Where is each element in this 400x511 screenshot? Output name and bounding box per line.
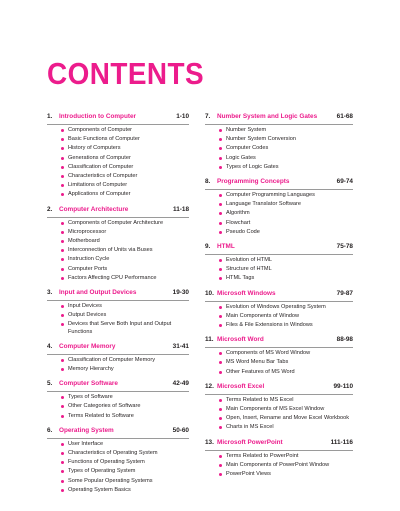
bullet-icon xyxy=(61,277,64,280)
topic-label: Generations of Computer xyxy=(68,154,131,161)
chapter-pages: 1-10 xyxy=(176,113,189,120)
bullet-icon xyxy=(219,277,222,280)
chapter-number: 13. xyxy=(205,438,214,446)
chapter-pages: 79-87 xyxy=(336,289,353,297)
topic-label: Input Devices xyxy=(68,303,102,310)
chapter-entry xyxy=(205,242,353,284)
topic-item xyxy=(61,163,189,172)
topic-label: Algorithm xyxy=(226,210,250,217)
bullet-icon xyxy=(61,323,64,326)
chapter-heading[interactable] xyxy=(47,426,189,439)
topic-list xyxy=(47,218,189,283)
contents-column-left xyxy=(47,112,189,500)
topic-label: Applications of Computer xyxy=(68,191,131,198)
topic-label: Open, Insert, Rename and Move Excel Workbook xyxy=(226,415,350,422)
bullet-icon xyxy=(219,212,222,215)
topic-label: Output Devices xyxy=(68,312,107,319)
topic-item xyxy=(219,154,353,163)
topic-label: Types of Logic Gates xyxy=(226,163,279,170)
topic-item xyxy=(219,321,353,330)
page-title: CONTENTS xyxy=(47,56,205,91)
topic-label: Devices that Serve Both Input and Output Functions xyxy=(68,321,172,335)
topic-item xyxy=(61,246,189,255)
topic-item xyxy=(61,402,189,411)
topic-item xyxy=(61,237,189,246)
chapter-entry xyxy=(205,382,353,433)
bullet-icon xyxy=(61,193,64,196)
topic-item xyxy=(61,356,189,365)
topic-item xyxy=(219,312,353,321)
chapter-heading[interactable] xyxy=(47,379,189,392)
chapter-title: Computer Memory xyxy=(59,342,116,350)
topic-item xyxy=(61,255,189,264)
bullet-icon xyxy=(219,361,222,364)
bullet-icon xyxy=(219,399,222,402)
topic-label: Files & File Extensions in Windows xyxy=(226,322,313,329)
chapter-heading[interactable] xyxy=(47,112,189,125)
topic-item xyxy=(61,393,189,402)
bullet-icon xyxy=(61,258,64,261)
bullet-icon xyxy=(61,175,64,178)
topic-label: Basic Functions of Computer xyxy=(68,136,140,143)
topic-item xyxy=(219,228,353,237)
topic-item xyxy=(61,302,189,311)
bullet-icon xyxy=(219,371,222,374)
chapter-number: 6. xyxy=(47,426,53,434)
chapter-entry xyxy=(47,379,189,421)
bullet-icon xyxy=(61,489,64,492)
topic-label: Components of Computer xyxy=(68,127,133,133)
topic-item xyxy=(61,228,189,237)
topic-item xyxy=(219,423,353,432)
bullet-icon xyxy=(219,222,222,225)
topic-item xyxy=(61,190,189,199)
topic-label: User Interface xyxy=(68,440,104,447)
topic-item xyxy=(61,311,189,320)
bullet-icon xyxy=(219,473,222,476)
topic-list xyxy=(205,302,353,331)
bullet-icon xyxy=(61,268,64,271)
topic-item xyxy=(61,154,189,163)
topic-label: Terms Related to PowerPoint xyxy=(226,452,299,459)
topic-item xyxy=(61,144,189,153)
bullet-icon xyxy=(219,157,222,160)
topic-label: Operating System Basics xyxy=(68,486,131,493)
topic-item xyxy=(219,126,353,135)
topic-label: Classification of Computer Memory xyxy=(68,356,156,363)
topic-list xyxy=(205,395,353,433)
topic-list xyxy=(47,355,189,374)
bullet-icon xyxy=(61,415,64,418)
topic-label: Components of MS Word Window xyxy=(226,350,311,357)
topic-label: Language Translator Software xyxy=(226,201,301,208)
topic-item xyxy=(61,126,189,135)
topic-label: Pseudo Code xyxy=(226,228,260,235)
bullet-icon xyxy=(61,470,64,473)
topic-item xyxy=(219,349,353,358)
chapter-title: Microsoft Word xyxy=(217,336,264,344)
chapter-pages: 11-18 xyxy=(173,205,189,213)
chapter-entry xyxy=(47,112,189,200)
chapter-entry xyxy=(205,177,353,237)
chapter-pages: 75-78 xyxy=(336,243,353,251)
topic-label: Components of Computer Architecture xyxy=(68,219,164,226)
topic-item xyxy=(219,358,353,367)
chapter-entry xyxy=(47,288,189,337)
topic-item xyxy=(61,412,189,421)
bullet-icon xyxy=(61,166,64,169)
bullet-icon xyxy=(61,129,64,132)
bullet-icon xyxy=(219,259,222,262)
bullet-icon xyxy=(61,184,64,187)
chapter-title: HTML xyxy=(217,243,235,251)
bullet-icon xyxy=(61,480,64,483)
topic-label: Computer Programming Languages xyxy=(226,192,315,199)
topic-label: Terms Related to MS Excel xyxy=(226,396,294,403)
topic-item xyxy=(219,396,353,405)
chapter-title: Introduction to Computer xyxy=(59,113,137,120)
chapter-pages: 111-116 xyxy=(330,438,353,446)
topic-label: Structure of HTML xyxy=(226,266,272,273)
chapter-title: Microsoft Windows xyxy=(217,289,276,297)
topic-label: Factors Affecting CPU Performance xyxy=(68,274,157,281)
bullet-icon xyxy=(219,352,222,355)
bullet-icon xyxy=(219,194,222,197)
chapter-heading[interactable] xyxy=(205,242,353,255)
topic-label: Main Components of MS Excel Window xyxy=(226,406,325,413)
topic-list xyxy=(205,451,353,480)
bullet-icon xyxy=(219,203,222,206)
chapter-heading[interactable] xyxy=(47,288,189,301)
topic-label: PowerPoint Views xyxy=(226,471,271,478)
topic-label: Number System xyxy=(226,127,267,133)
topic-label: Other Categories of Software xyxy=(68,403,141,410)
topic-label: Evolution of HTML xyxy=(226,257,273,264)
bullet-icon xyxy=(219,129,222,132)
chapter-number: 8. xyxy=(205,178,211,186)
bullet-icon xyxy=(61,222,64,225)
bullet-icon xyxy=(219,315,222,318)
chapter-entry xyxy=(205,112,353,172)
bullet-icon xyxy=(219,268,222,271)
bullet-icon xyxy=(219,464,222,467)
bullet-icon xyxy=(61,461,64,464)
topic-label: Characteristics of Operating System xyxy=(68,450,158,457)
topic-item xyxy=(61,181,189,190)
chapter-title: Computer Software xyxy=(59,380,118,388)
topic-item xyxy=(219,256,353,265)
bullet-icon xyxy=(61,405,64,408)
chapter-heading[interactable] xyxy=(47,205,189,218)
chapter-entry xyxy=(47,426,189,495)
topic-label: Charts in MS Excel xyxy=(226,424,274,431)
bullet-icon xyxy=(61,138,64,141)
chapter-pages: 61-68 xyxy=(336,113,353,120)
topic-item xyxy=(219,274,353,283)
topic-item xyxy=(219,414,353,423)
topic-item xyxy=(219,209,353,218)
chapter-title: Number System and Logic Gates xyxy=(217,113,318,120)
topic-label: Main Components of Window xyxy=(226,312,300,319)
topic-label: Memory Hierarchy xyxy=(68,366,114,373)
topic-item xyxy=(219,191,353,200)
topic-label: Logic Gates xyxy=(226,154,256,161)
topic-label: Computer Ports xyxy=(68,265,108,272)
chapter-entry xyxy=(205,289,353,331)
topic-item xyxy=(219,135,353,144)
topic-item xyxy=(61,320,189,336)
bullet-icon xyxy=(219,417,222,420)
chapter-number: 4. xyxy=(47,342,53,350)
chapter-heading[interactable] xyxy=(205,177,353,190)
topic-label: HTML Tags xyxy=(226,275,255,282)
topic-item xyxy=(219,200,353,209)
contents-column-right xyxy=(205,112,353,484)
topic-item xyxy=(219,163,353,172)
bullet-icon xyxy=(61,147,64,150)
chapter-heading[interactable] xyxy=(47,342,189,355)
bullet-icon xyxy=(61,157,64,160)
topic-list xyxy=(47,392,189,421)
bullet-icon xyxy=(219,166,222,169)
chapter-number: 3. xyxy=(47,289,53,297)
topic-label: Functions of Operating System xyxy=(68,459,145,466)
topic-item xyxy=(61,449,189,458)
topic-list xyxy=(47,439,189,495)
chapter-entry xyxy=(205,335,353,377)
chapter-pages: 50-60 xyxy=(172,426,189,434)
topic-item xyxy=(219,303,353,312)
topic-label: Terms Related to Software xyxy=(68,412,134,419)
chapter-entry xyxy=(47,342,189,374)
topic-item xyxy=(219,452,353,461)
chapter-title: Operating System xyxy=(59,426,114,434)
chapter-pages: 88-98 xyxy=(336,336,353,344)
topic-label: Limitations of Computer xyxy=(68,182,128,189)
chapter-title: Programming Concepts xyxy=(217,178,290,186)
topic-item xyxy=(61,477,189,486)
chapter-heading[interactable] xyxy=(205,289,353,302)
chapter-heading[interactable] xyxy=(205,438,353,451)
chapter-number: 7. xyxy=(205,113,211,120)
chapter-title: Input and Output Devices xyxy=(59,289,137,297)
chapter-pages: 99-110 xyxy=(333,382,353,390)
bullet-icon xyxy=(61,240,64,243)
chapter-number: 1. xyxy=(47,113,53,120)
topic-label: Instruction Cycle xyxy=(68,256,110,263)
chapter-title: Microsoft Excel xyxy=(217,382,265,390)
topic-label: Motherboard xyxy=(68,238,100,245)
topic-item xyxy=(61,467,189,476)
chapter-number: 5. xyxy=(47,380,53,388)
topic-item xyxy=(61,265,189,274)
chapter-pages: 19-30 xyxy=(172,289,189,297)
chapter-heading[interactable] xyxy=(205,382,353,395)
chapter-entry xyxy=(205,438,353,480)
topic-label: Types of Operating System xyxy=(68,468,136,475)
topic-item xyxy=(61,274,189,283)
bullet-icon xyxy=(219,426,222,429)
topic-item xyxy=(219,405,353,414)
topic-label: Number System Conversion xyxy=(226,136,296,143)
topic-label: Evolution of Windows Operating System xyxy=(226,303,326,310)
topic-item xyxy=(61,486,189,495)
topic-label: Main Components of PowerPoint Window xyxy=(226,461,330,468)
bullet-icon xyxy=(61,368,64,371)
topic-list xyxy=(205,125,353,172)
bullet-icon xyxy=(219,408,222,411)
topic-item xyxy=(219,461,353,470)
chapter-title: Microsoft PowerPoint xyxy=(217,438,283,446)
chapter-pages: 42-49 xyxy=(172,380,189,388)
topic-item xyxy=(219,144,353,153)
topic-item xyxy=(61,219,189,228)
bullet-icon xyxy=(219,324,222,327)
topic-list xyxy=(47,125,189,200)
chapter-pages: 31-41 xyxy=(172,342,189,350)
bullet-icon xyxy=(61,305,64,308)
chapter-heading[interactable] xyxy=(205,112,353,125)
topic-label: Computer Codes xyxy=(226,145,269,152)
bullet-icon xyxy=(61,443,64,446)
bullet-icon xyxy=(61,231,64,234)
chapter-pages: 69-74 xyxy=(336,178,353,186)
chapter-number: 11. xyxy=(205,336,214,344)
chapter-heading[interactable] xyxy=(205,335,353,348)
topic-item xyxy=(61,458,189,467)
topic-label: Other Features of MS Word xyxy=(226,368,295,375)
topic-item xyxy=(61,172,189,181)
bullet-icon xyxy=(61,396,64,399)
topic-label: Microprocessor xyxy=(68,228,107,235)
bullet-icon xyxy=(219,455,222,458)
topic-label: MS Word Menu Bar Tabs xyxy=(226,359,289,366)
chapter-number: 9. xyxy=(205,243,211,251)
bullet-icon xyxy=(61,452,64,455)
topic-label: Characteristics of Computer xyxy=(68,173,138,180)
topic-label: Interconnection of Units via Buses xyxy=(68,247,153,254)
topic-item xyxy=(219,368,353,377)
topic-list xyxy=(205,348,353,377)
chapter-title: Computer Architecture xyxy=(59,205,129,213)
bullet-icon xyxy=(219,231,222,234)
topic-item xyxy=(61,440,189,449)
topic-item xyxy=(61,135,189,144)
topic-label: Some Popular Operating Systems xyxy=(68,477,153,484)
topic-list xyxy=(205,255,353,284)
bullet-icon xyxy=(61,249,64,252)
topic-list xyxy=(205,190,353,237)
bullet-icon xyxy=(219,138,222,141)
topic-label: Classification of Computer xyxy=(68,163,134,170)
bullet-icon xyxy=(61,359,64,362)
chapter-number: 10. xyxy=(205,289,214,297)
bullet-icon xyxy=(219,306,222,309)
topic-label: History of Computers xyxy=(68,145,121,152)
topic-item xyxy=(219,470,353,479)
chapter-number: 12. xyxy=(205,382,214,390)
chapter-number: 2. xyxy=(47,205,53,213)
topic-item xyxy=(61,365,189,374)
topic-label: Flowchart xyxy=(226,219,251,226)
chapter-entry xyxy=(47,205,189,283)
bullet-icon xyxy=(219,147,222,150)
topic-item xyxy=(219,219,353,228)
topic-list xyxy=(47,301,189,337)
bullet-icon xyxy=(61,314,64,317)
topic-item xyxy=(219,265,353,274)
topic-label: Types of Software xyxy=(68,394,113,401)
